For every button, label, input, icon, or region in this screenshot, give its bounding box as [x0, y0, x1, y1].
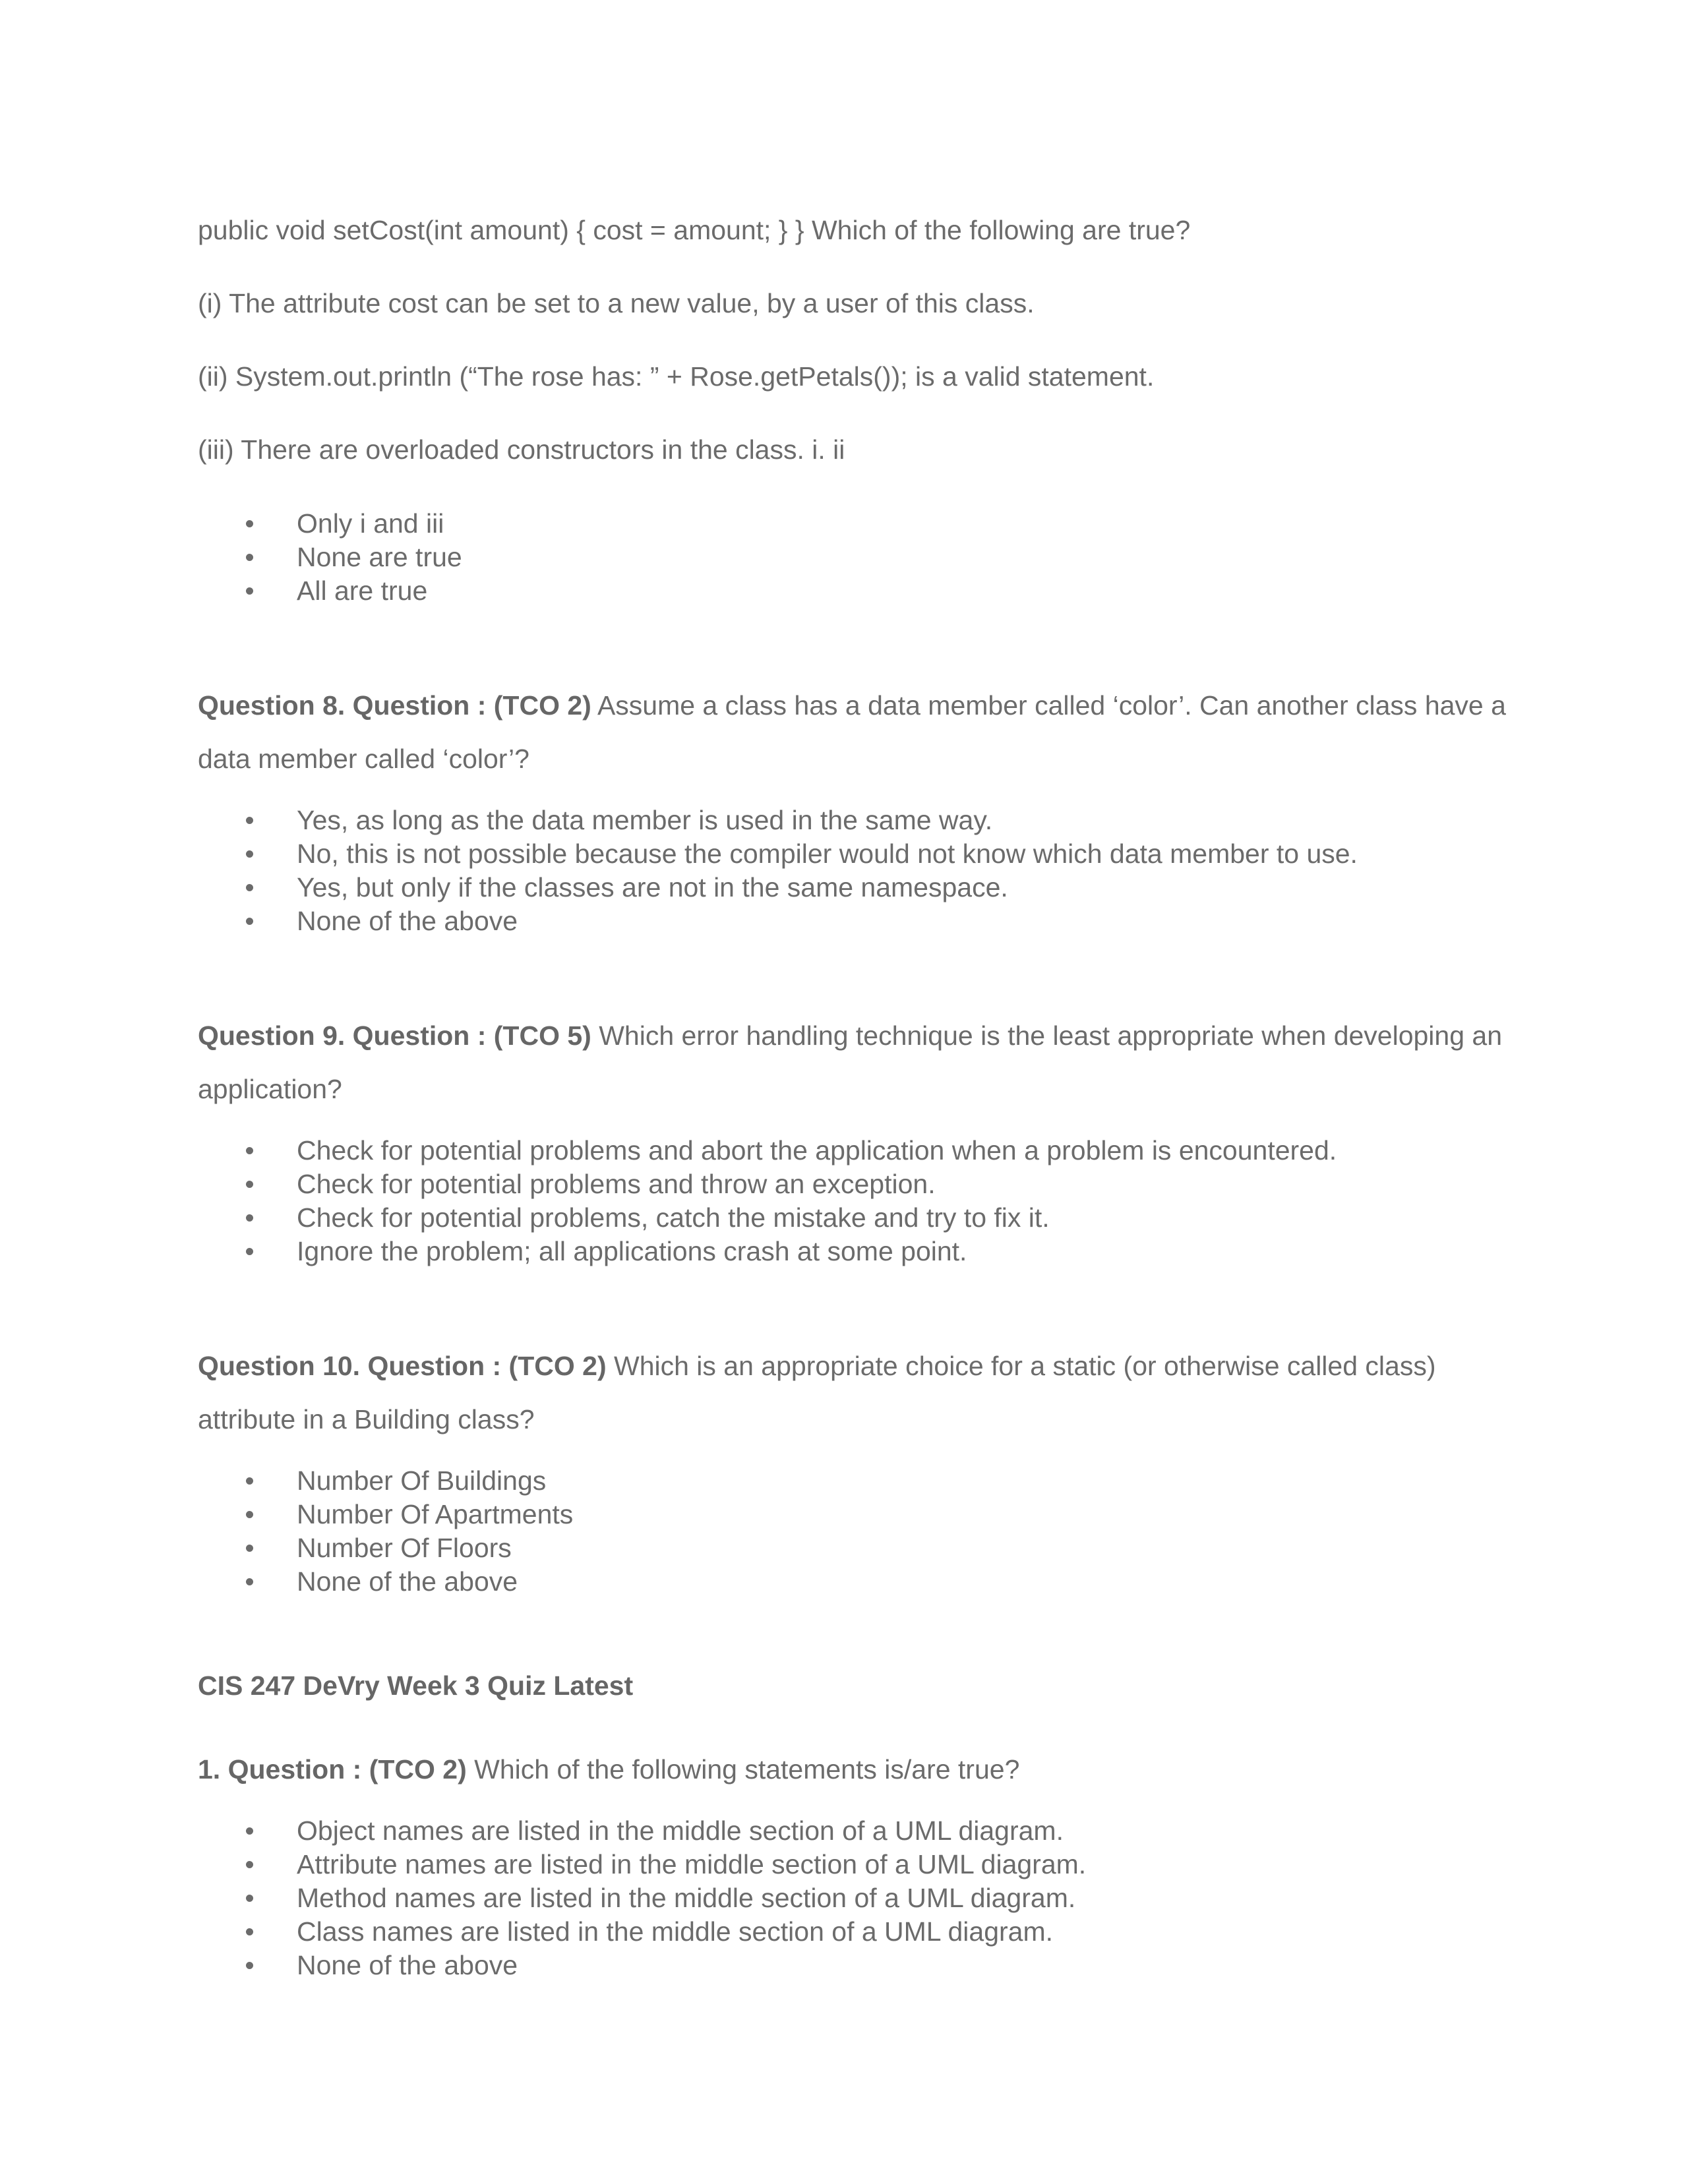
option-text: Object names are listed in the middle section of a UML diagram.: [297, 1815, 1064, 1846]
question-text: Which error handling technique is the least appropriate when developing an application?: [198, 1020, 1503, 1104]
week3-question-1-options: [198, 1814, 1523, 1982]
option-item: [198, 1949, 1523, 1982]
option-text: Number Of Buildings: [297, 1465, 547, 1496]
option-item: [198, 1565, 1523, 1599]
option-item: [198, 1814, 1523, 1848]
bullet-icon: [246, 1545, 253, 1552]
option-text: None of the above: [297, 906, 518, 936]
bullet-icon: [246, 1181, 253, 1188]
intro-code-line: public void setCost(int amount) { cost = amount; } } Which of the following are true?: [198, 215, 1191, 245]
intro-options: [198, 507, 1523, 608]
bullet-icon: [246, 1511, 253, 1518]
bullet-icon: [246, 1895, 253, 1902]
option-text: Check for potential problems and abort the application when a problem is encountered.: [297, 1135, 1337, 1166]
option-item: [198, 1134, 1523, 1167]
bullet-icon: [246, 1248, 253, 1255]
question-10-options: [198, 1464, 1523, 1599]
bullet-icon: [246, 817, 253, 824]
bullet-icon: [246, 587, 253, 595]
week3-question-1: [198, 1743, 1523, 1796]
bullet-icon: [246, 850, 253, 858]
bullet-icon: [246, 1214, 253, 1222]
question-9-options: [198, 1134, 1523, 1268]
option-item: [198, 1531, 1523, 1565]
option-item: [198, 871, 1523, 904]
option-text: No, this is not possible because the compiler would not know which data member to use.: [297, 839, 1358, 869]
question-text: Which is an appropriate choice for a static (or otherwise called class) attribute in a Building class?: [198, 1351, 1436, 1434]
option-item: [198, 1464, 1523, 1498]
option-text: Check for potential problems and throw an exception.: [297, 1169, 936, 1199]
intro-statement-ii: (ii) System.out.println (“The rose has: ” + Rose.getPetals()); is a valid statement.: [198, 361, 1155, 392]
option-text: Check for potential problems, catch the mistake and try to fix it.: [297, 1202, 1050, 1233]
bullet-icon: [246, 1928, 253, 1935]
option-item: [198, 507, 1523, 541]
option-item: [198, 904, 1523, 938]
bullet-icon: [246, 520, 253, 527]
option-item: [198, 1881, 1523, 1915]
option-text: None of the above: [297, 1950, 518, 1980]
option-text: Attribute names are listed in the middle section of a UML diagram.: [297, 1849, 1087, 1879]
option-text: Method names are listed in the middle section of a UML diagram.: [297, 1883, 1076, 1913]
bullet-icon: [246, 1861, 253, 1868]
option-item: [198, 1201, 1523, 1235]
option-text: Class names are listed in the middle section of a UML diagram.: [297, 1916, 1053, 1947]
intro-statement-i: (i) The attribute cost can be set to a new value, by a user of this class.: [198, 288, 1035, 318]
option-item: [198, 1235, 1523, 1268]
option-item: [198, 541, 1523, 574]
option-item: [198, 804, 1523, 837]
option-item: [198, 574, 1523, 608]
option-text: None are true: [297, 542, 462, 572]
option-text: None of the above: [297, 1566, 518, 1597]
bullet-icon: [246, 918, 253, 925]
option-text: Number Of Apartments: [297, 1499, 574, 1529]
option-item: [198, 837, 1523, 871]
option-item: [198, 1498, 1523, 1531]
question-9: [198, 1009, 1523, 1116]
option-text: Number Of Floors: [297, 1533, 512, 1563]
question-text: Assume a class has a data member called ‘color’. Can another class have a data member called ‘color’?: [198, 690, 1506, 774]
question-10: [198, 1340, 1523, 1446]
question-label: 1. Question : (TCO 2): [198, 1754, 467, 1785]
question-label: Question 8. Question : (TCO 2): [198, 690, 591, 721]
option-item: [198, 1915, 1523, 1949]
bullet-icon: [246, 1962, 253, 1969]
option-text: Yes, but only if the classes are not in the same namespace.: [297, 872, 1008, 902]
bullet-icon: [246, 1147, 253, 1154]
bullet-icon: [246, 554, 253, 561]
bullet-icon: [246, 884, 253, 891]
question-8: [198, 679, 1523, 786]
question-text: Which of the following statements is/are true?: [466, 1754, 1020, 1785]
question-8-options: [198, 804, 1523, 938]
option-text: Yes, as long as the data member is used in the same way.: [297, 805, 993, 835]
option-text: Only i and iii: [297, 508, 444, 539]
option-text: All are true: [297, 576, 428, 606]
option-text: Ignore the problem; all applications crash at some point.: [297, 1236, 967, 1266]
document-content: [198, 214, 1523, 2053]
option-item: [198, 1848, 1523, 1881]
bullet-icon: [246, 1477, 253, 1485]
section-heading: CIS 247 DeVry Week 3 Quiz Latest: [198, 1670, 634, 1701]
intro-statement-iii: (iii) There are overloaded constructors in the class. i. ii: [198, 434, 845, 465]
question-label: Question 10. Question : (TCO 2): [198, 1351, 607, 1381]
option-item: [198, 1167, 1523, 1201]
bullet-icon: [246, 1827, 253, 1835]
bullet-icon: [246, 1578, 253, 1585]
question-label: Question 9. Question : (TCO 5): [198, 1020, 591, 1051]
